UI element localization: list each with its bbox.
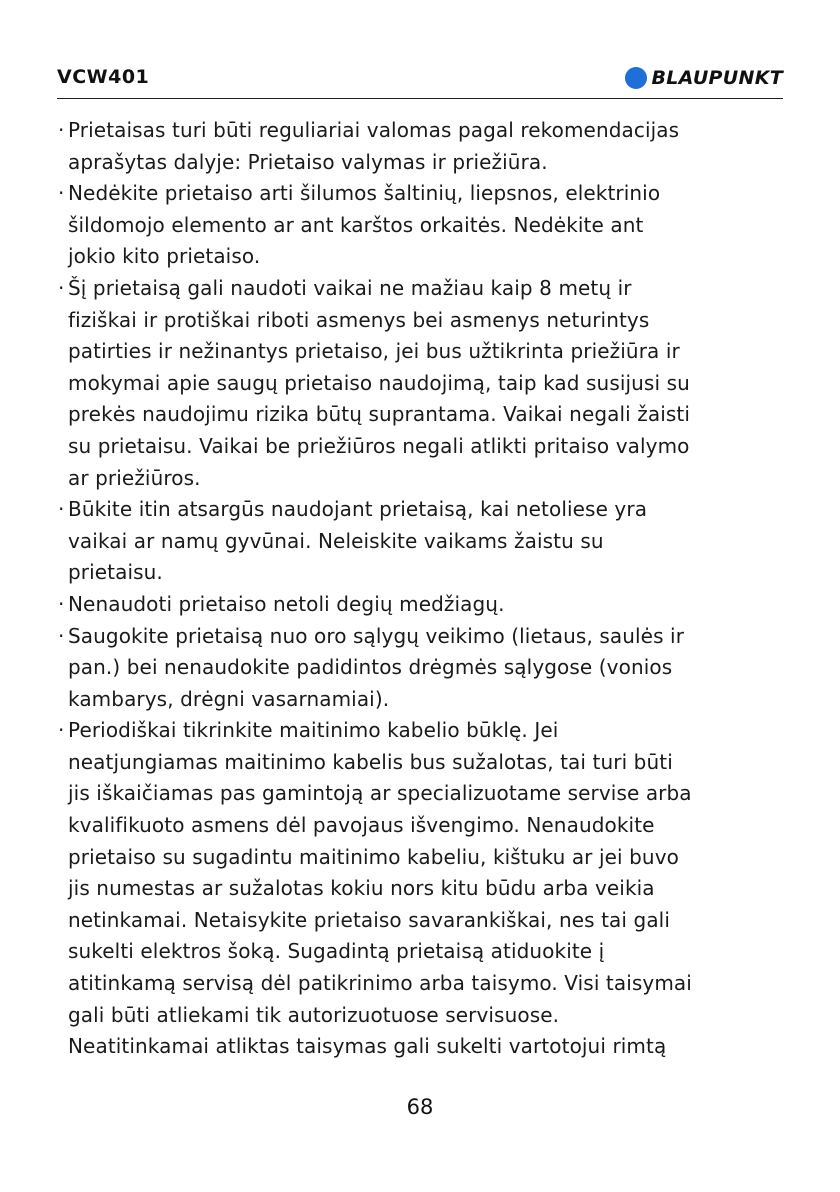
bullet-text-line: prietaisu. bbox=[68, 560, 163, 585]
bullet-text-line: patirties ir nežinantys prietaiso, jei bus užtikrinta priežiūra ir bbox=[68, 339, 680, 364]
bullet-item bbox=[56, 273, 786, 494]
bullet-text-line: kvalifikuoto asmens dėl pavojaus išvengimo. Nenaudokite bbox=[68, 813, 655, 838]
bullet-dot-icon: · bbox=[58, 623, 65, 648]
bullet-item bbox=[56, 178, 786, 273]
bullet-text-line: Šį prietaisą gali naudoti vaikai ne mažiau kaip 8 metų ir bbox=[68, 275, 632, 300]
bullet-text-line: Nenaudoti prietaiso netoli degių medžiagų. bbox=[68, 591, 505, 616]
bullet-text-line: jis numestas ar sužalotas kokiu nors kitu būdu arba veikia bbox=[68, 876, 655, 901]
bullet-text-line: ar priežiūros. bbox=[68, 465, 201, 490]
bullet-list bbox=[56, 115, 786, 1063]
bullet-text-line: su prietaisu. Vaikai be priežiūros negali atlikti pritaiso valymo bbox=[68, 433, 690, 458]
bullet-text-line: kambarys, drėgni vasarnamiai). bbox=[68, 686, 390, 711]
bullet-text-line: Nedėkite prietaiso arti šilumos šaltinių, liepsnos, elektrinio bbox=[68, 181, 661, 206]
model-code: VCW401 bbox=[57, 66, 150, 88]
bullet-dot-icon: · bbox=[58, 591, 65, 616]
bullet-dot-icon: · bbox=[58, 718, 65, 743]
bullet-text-line: prekės naudojimu rizika būtų suprantama. Vaikai negali žaisti bbox=[68, 402, 691, 427]
bullet-text-line: neatjungiamas maitinimo kabelis bus sužalotas, tai turi būti bbox=[68, 749, 673, 774]
bullet-text-line: pan.) bei nenaudokite padidintos drėgmės sąlygose (vonios bbox=[68, 655, 673, 680]
bullet-text-line: fiziškai ir protiškai riboti asmenys bei asmenys neturintys bbox=[68, 307, 650, 332]
bullet-text-line: jokio kito prietaiso. bbox=[68, 244, 261, 269]
bullet-dot-icon: · bbox=[58, 275, 65, 300]
bullet-text-line: aprašytas dalyje: Prietaiso valymas ir priežiūra. bbox=[68, 149, 548, 174]
bullet-item bbox=[56, 589, 786, 621]
header-divider bbox=[57, 98, 783, 99]
bullet-item bbox=[56, 494, 786, 589]
bullet-text-line: Saugokite prietaisą nuo oro sąlygų veikimo (lietaus, saulės ir bbox=[68, 623, 685, 648]
bullet-text-line: vaikai ar namų gyvūnai. Neleiskite vaikams žaistu su bbox=[68, 528, 604, 553]
bullet-text-line: gali būti atliekami tik autorizuotuose servisuose. bbox=[68, 1002, 560, 1027]
bullet-dot-icon: · bbox=[58, 118, 65, 142]
bullet-text-line: šildomojo elemento ar ant karštos orkaitės. Nedėkite ant bbox=[68, 212, 644, 237]
bullet-text-line: atitinkamą servisą dėl patikrinimo arba taisymo. Visi taisymai bbox=[68, 971, 692, 996]
bullet-text-line: jis iškaičiamas pas gamintoją ar specializuotame servise arba bbox=[68, 781, 692, 806]
bullet-dot-icon: · bbox=[58, 497, 65, 522]
bullet-item bbox=[56, 115, 786, 178]
brand-logo bbox=[625, 64, 783, 92]
bullet-text-line: Prietaisas turi būti reguliariai valomas pagal rekomendacijas bbox=[68, 118, 680, 142]
bullet-text-line: sukelti elektros šoką. Sugadintą prietaisą atiduokite į bbox=[68, 939, 605, 964]
bullet-text-line: Neatitinkamai atliktas taisymas gali sukelti vartotojui rimtą bbox=[68, 1034, 667, 1059]
bullet-text-line: netinkamai. Netaisykite prietaiso savarankiškai, nes tai gali bbox=[68, 907, 670, 932]
page-header bbox=[57, 64, 783, 98]
bullet-text-line: prietaiso su sugadintu maitinimo kabeliu, kištuku ar jei buvo bbox=[68, 844, 679, 869]
page-number: 68 bbox=[406, 1095, 434, 1119]
bullet-item bbox=[56, 715, 786, 1063]
bullet-item bbox=[56, 621, 786, 716]
bullet-text-line: Būkite itin atsargūs naudojant prietaisą, kai netoliese yra bbox=[68, 497, 648, 522]
brand-circle-icon bbox=[625, 67, 647, 89]
bullet-dot-icon: · bbox=[58, 181, 65, 206]
bullet-text-line: mokymai apie saugų prietaiso naudojimą, taip kad susijusi su bbox=[68, 370, 690, 395]
safety-instructions bbox=[56, 115, 786, 1063]
brand-name: BLAUPUNKT bbox=[651, 67, 783, 89]
bullet-text-line: Periodiškai tikrinkite maitinimo kabelio būklę. Jei bbox=[68, 718, 559, 743]
